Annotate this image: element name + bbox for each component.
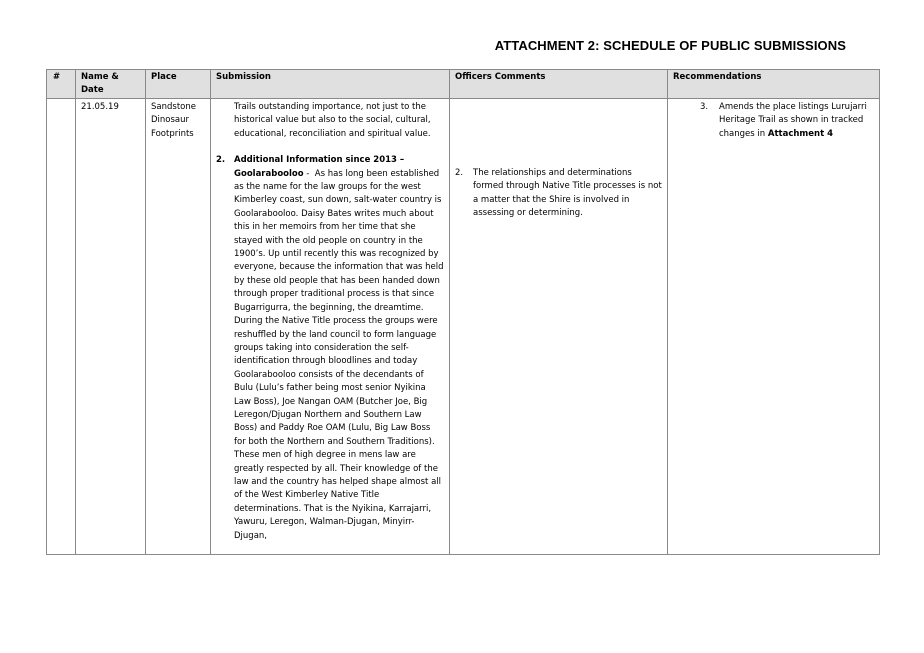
recommendation-number: 3. (700, 102, 709, 112)
officers-comment-text: The relationships and determinations formed through Native Title processes is not a matter that the Shire is involved in assessing or determining. (473, 168, 662, 219)
officers-comment-number: 2. (455, 168, 464, 178)
submission-intro: Trails outstanding importance, not just to the historical value but also to the social, cultural, educational, reconciliation and spiritual value. (234, 102, 431, 139)
header-officers-comments: Officers Comments (450, 70, 668, 99)
cell-date: 21.05.19 (76, 99, 146, 555)
submission-item-body: As has long been established as the name for the law groups for the west Kimberley coast, sun down, salt-water country is Goolarabooloo. Daisy Bates writes much about this in her memoirs from her time that she stayed with the old people on country in the 1900’s. Up until recently this was recognized by everyone, because the information that was held by these old people that has been handed down through proper traditional process is that since Bugarrigurra, the beginning, the dreamtime. During the Native Title process the groups were reshuffled by the land council to form language groups taking into consideration the self-identification through bloodlines and today Goolarabooloo consists of the decendants of Bulu (Lulu’s father being most senior Nyikina Law Boss), Joe Nangan OAM (Butcher Joe, Big Leregon/Djugan Northern and Southern Law Boss) and Paddy Roe OAM (Lulu, Big Law Boss for both the Northern and Southern Traditions). These men of high degree in mens law are greatly respected by all. Their knowledge of the law and the country has helped shape almost all of the West Kimberley Native Title determinations. That is the Nyikina, Karrajarri, Yawuru, Leregon, Walman-Djugan, Minyirr-Djugan, (234, 168, 444, 541)
submission-item-number: 2. (216, 155, 226, 166)
header-name-date: Name & Date (76, 70, 146, 99)
submission-item-heading: Additional Information since 2013 – Goolarabooloo (234, 155, 405, 179)
header-place: Place (146, 70, 211, 99)
cell-officers-comments (450, 99, 668, 555)
cell-recommendations (668, 99, 880, 555)
page-title: ATTACHMENT 2: SCHEDULE OF PUBLIC SUBMISSIONS (494, 38, 846, 53)
submissions-table (46, 69, 880, 555)
header-number: # (47, 70, 76, 99)
cell-place: Sandstone Dinosaur Footprints (146, 99, 211, 555)
cell-submission (211, 99, 450, 555)
header-recommendations: Recommendations (668, 70, 880, 99)
recommendation-item (673, 101, 874, 141)
recommendation-text: Amends the place listings Lurujarri Heritage Trail as shown in tracked changes in (719, 102, 867, 139)
cell-number (47, 99, 76, 555)
header-submission: Submission (211, 70, 450, 99)
submission-item-dash: - (303, 168, 315, 179)
table-row (47, 99, 880, 555)
recommendation-attachment-ref: Attachment 4 (767, 128, 834, 139)
officers-comment-item (455, 167, 662, 221)
table-header-row (47, 70, 880, 99)
submission-item (216, 154, 444, 543)
